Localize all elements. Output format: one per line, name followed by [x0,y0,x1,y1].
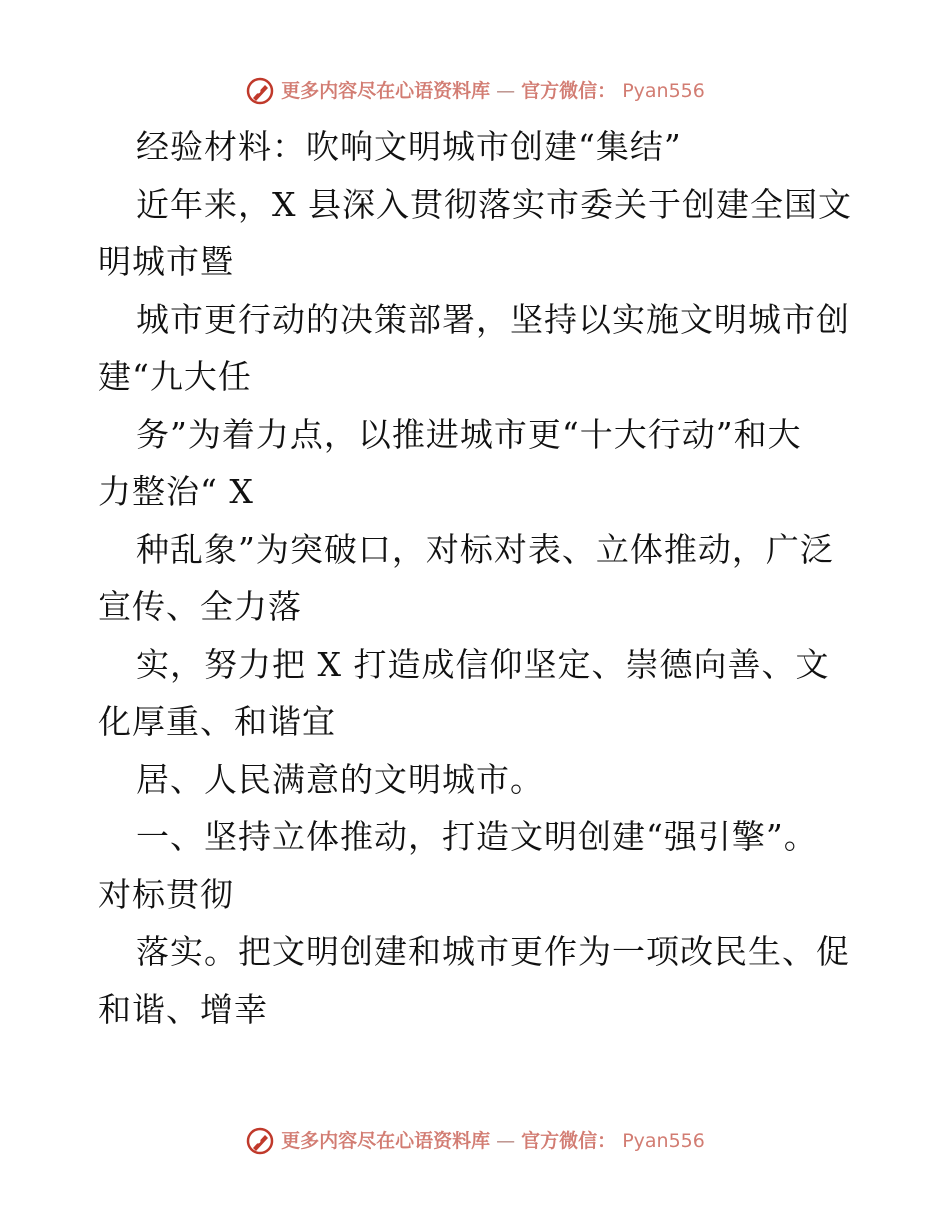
doc-line: 城市更行动的决策部署，坚持以实施文明城市创 [136,299,850,339]
watermark-separator: — [496,1130,516,1152]
doc-line: 和谐、增幸 [98,989,268,1029]
watermark-id: Pyan556 [622,1130,705,1152]
doc-line: 化厚重、和谐宜 [98,702,336,741]
doc-line: 明城市暨 [98,242,234,281]
doc-line: 对标贯彻 [98,874,234,914]
doc-line: 种乱象”为突破口，对标对表、立体推动，广泛 [136,529,834,569]
document-body [98,118,858,1038]
doc-line: 宣传、全力落 [98,587,302,626]
pen-logo-icon [245,76,275,106]
footer-watermark [0,1126,950,1156]
header-watermark [0,76,950,106]
watermark-id: Pyan556 [622,80,705,102]
doc-line: 居、人民满意的文明城市。 [136,759,544,799]
doc-line: 近年来，X 县深入贯彻落实市委关于创建全国文 [136,184,852,224]
doc-line: 实，努力把 X 打造成信仰坚定、崇德向善、文 [136,644,830,684]
pen-logo-icon [245,1126,275,1156]
watermark-label: 官方微信： [521,1130,617,1152]
doc-line: 落实。把文明创建和城市更作为一项改民生、促 [136,932,850,971]
doc-line: 经验材料：吹响文明城市创建“集结” [136,127,682,166]
watermark-separator: — [496,80,516,102]
doc-line: 建“九大任 [98,357,252,396]
watermark-text: 更多内容尽在心语资料库 [281,80,491,102]
watermark-text: 更多内容尽在心语资料库 [281,1130,491,1152]
doc-line: 力整治“ X [98,472,254,511]
watermark-label: 官方微信： [521,80,617,102]
doc-line: 务”为着力点，以推进城市更“十大行动”和大 [136,414,802,454]
doc-line: 一、坚持立体推动，打造文明创建“强引擎”。 [136,817,818,856]
